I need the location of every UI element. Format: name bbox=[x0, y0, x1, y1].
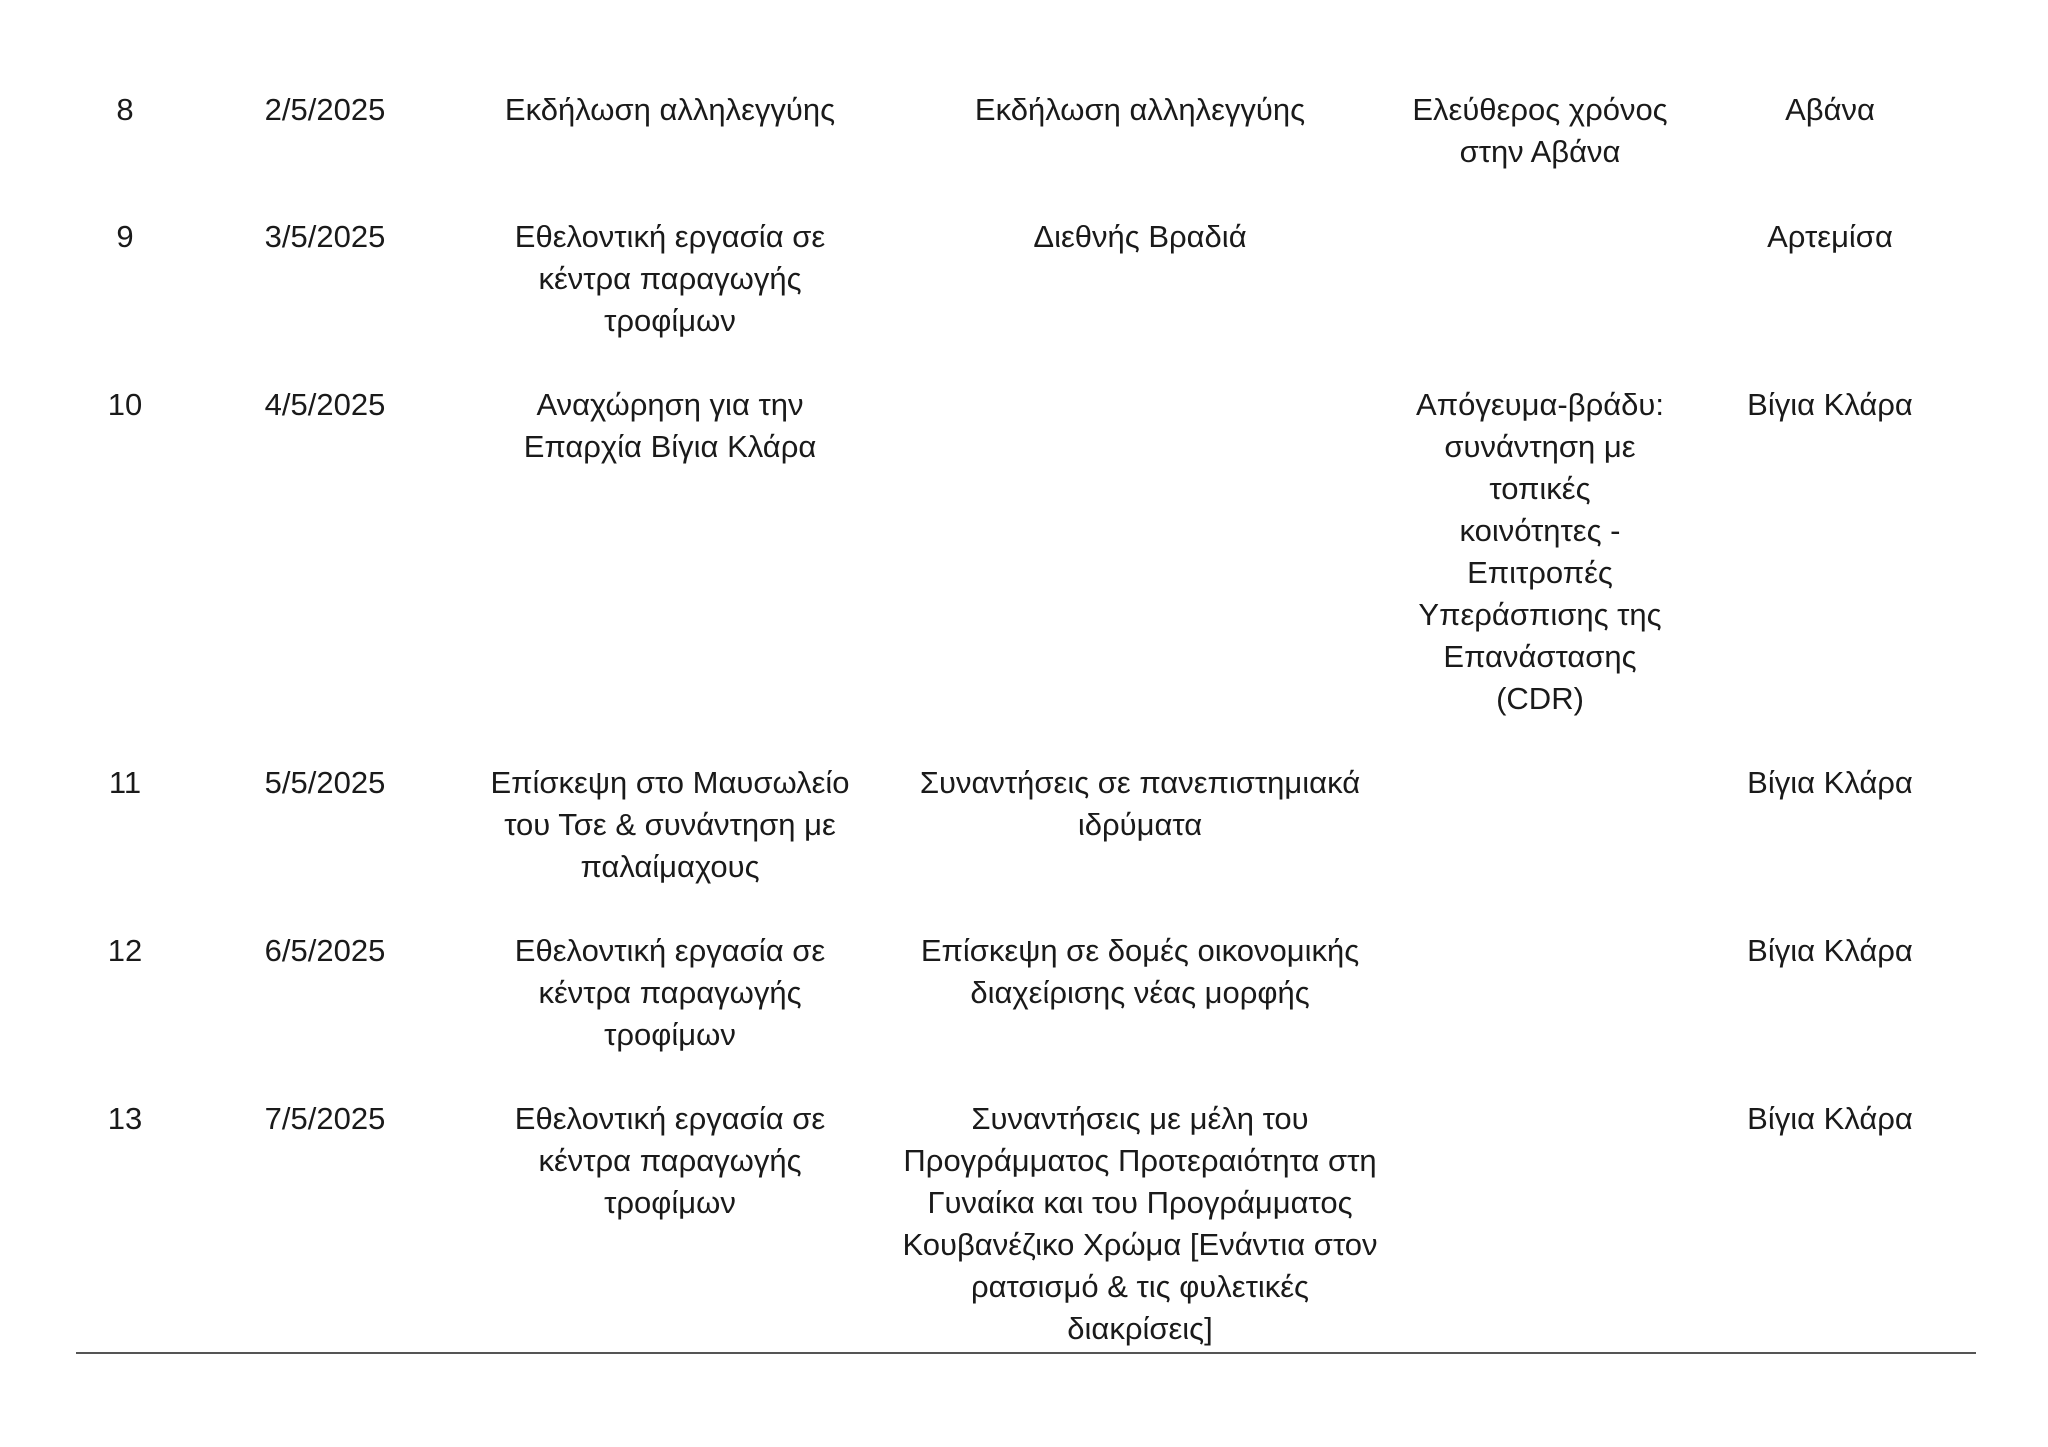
day-number: 13 bbox=[107, 1101, 143, 1136]
location-cell: Αβάνα bbox=[1785, 92, 1875, 127]
location-cell: Βίγια Κλάρα bbox=[1747, 933, 1913, 968]
day-number: 11 bbox=[108, 765, 142, 800]
date-cell: 4/5/2025 bbox=[264, 387, 386, 422]
location-cell: Βίγια Κλάρα bbox=[1747, 1101, 1913, 1136]
afternoon-activity: Συναντήσεις σε πανεπιστημιακά ιδρύματα bbox=[919, 765, 1361, 842]
date-cell: 5/5/2025 bbox=[264, 765, 386, 800]
date-cell: 3/5/2025 bbox=[264, 219, 386, 254]
date-cell: 7/5/2025 bbox=[264, 1101, 386, 1136]
date-cell: 6/5/2025 bbox=[264, 933, 386, 968]
morning-activity: Επίσκεψη στο Μαυσωλείο του Τσε & συνάντηση με παλαίμαχους bbox=[490, 765, 850, 884]
morning-activity: Εθελοντική εργασία σε κέντρα παραγωγής τροφίμων bbox=[514, 219, 826, 338]
afternoon-activity: Εκδήλωση αλληλεγγύης bbox=[974, 92, 1306, 127]
day-number: 8 bbox=[116, 92, 134, 127]
afternoon-activity: Επίσκεψη σε δομές οικονομικής διαχείρισης νέας μορφής bbox=[920, 933, 1360, 1010]
evening-activity: Απόγευμα-βράδυ: συνάντηση με τοπικές κοινότητες - Επιτροπές Υπεράσπισης της Επανάστασης (CDR) bbox=[1416, 387, 1664, 716]
table-bottom-rule bbox=[76, 1352, 1976, 1354]
location-cell: Βίγια Κλάρα bbox=[1747, 765, 1913, 800]
morning-activity: Εθελοντική εργασία σε κέντρα παραγωγής τροφίμων bbox=[514, 1101, 826, 1220]
day-number: 9 bbox=[116, 219, 134, 254]
evening-activity: Ελεύθερος χρόνος στην Αβάνα bbox=[1412, 92, 1668, 169]
location-cell: Αρτεμίσα bbox=[1767, 219, 1893, 254]
afternoon-activity: Συναντήσεις με μέλη του Προγράμματος Προτεραιότητα στη Γυναίκα και του Προγράμματος Κουβανέζικο Χρώμα [Ενάντια στον ρατσισμό & τις φυλετικές διακρίσεις] bbox=[902, 1101, 1378, 1346]
location-cell: Βίγια Κλάρα bbox=[1747, 387, 1913, 422]
morning-activity: Αναχώρηση για την Επαρχία Βίγια Κλάρα bbox=[523, 387, 817, 464]
day-number: 12 bbox=[107, 933, 143, 968]
afternoon-activity: Διεθνής Βραδιά bbox=[1033, 219, 1247, 254]
morning-activity: Εθελοντική εργασία σε κέντρα παραγωγής τροφίμων bbox=[514, 933, 826, 1052]
morning-activity: Εκδήλωση αλληλεγγύης bbox=[504, 92, 836, 127]
date-cell: 2/5/2025 bbox=[264, 92, 386, 127]
day-number: 10 bbox=[107, 387, 143, 422]
